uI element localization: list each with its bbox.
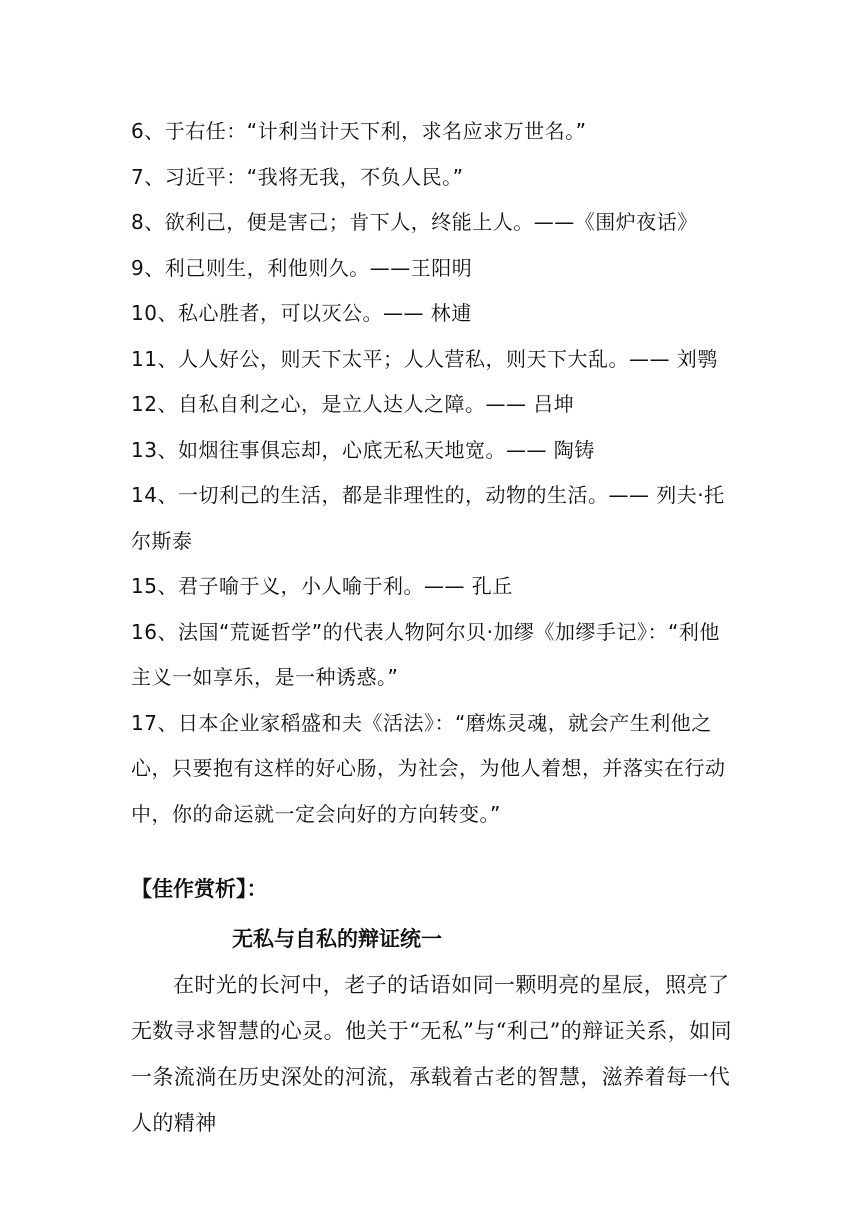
quote-item: 13、如烟往事俱忘却，心底无私天地宽。—— 陶铸 <box>131 437 595 462</box>
quote-list <box>131 109 736 837</box>
section-heading: 【佳作赏析】： <box>131 877 268 901</box>
quote-item: 12、自私自利之心，是立人达人之障。—— 吕坤 <box>131 392 575 416</box>
quote-item: 10、私心胜者，可以灭公。—— 林逋 <box>131 301 472 325</box>
quote-item: 15、君子喻于义，小人喻于利。—— 孔丘 <box>131 574 513 598</box>
quote-item: 11、人人好公，则天下太平；人人营私，则天下大乱。—— 刘鹗 <box>131 346 718 371</box>
essay-title: 无私与自私的辩证统一 <box>232 927 442 951</box>
quote-item: 6、于右任：“计利当计天下利，求名应求万世名。” <box>131 119 587 143</box>
quote-item: 8、欲利己，便是害己；肯下人，终能上人。——《围炉夜话》 <box>131 210 698 234</box>
quote-item: 14、一切利己的生活，都是非理性的，动物的生活。—— 列夫·托尔斯泰 <box>131 483 725 553</box>
quote-item: 9、利己则生，利他则久。——王阳明 <box>131 255 473 280</box>
quote-item: 7、习近平：“我将无我，不负人民。” <box>131 164 464 189</box>
quote-item: 16、法国“荒诞哲学”的代表人物阿尔贝·加缪《加缪手记》：“利他主义一如享乐，是一种诱惑。” <box>131 619 720 689</box>
quote-item: 17、日本企业家稻盛和夫《活法》：“磨炼灵魂，就会产生利他之心，只要抱有这样的好心肠，为社会，为他人着想，并落实在行动中，你的命运就一定会向好的方向转变。” <box>131 710 726 826</box>
essay-paragraph: 在时光的长河中，老子的话语如同一颗明亮的星辰，照亮了无数寻求智慧的心灵。他关于“无私”与“利己”的辩证关系，如同一条流淌在历史深处的河流，承载着古老的智慧，滋养着每一代人的精神 <box>131 973 732 1135</box>
